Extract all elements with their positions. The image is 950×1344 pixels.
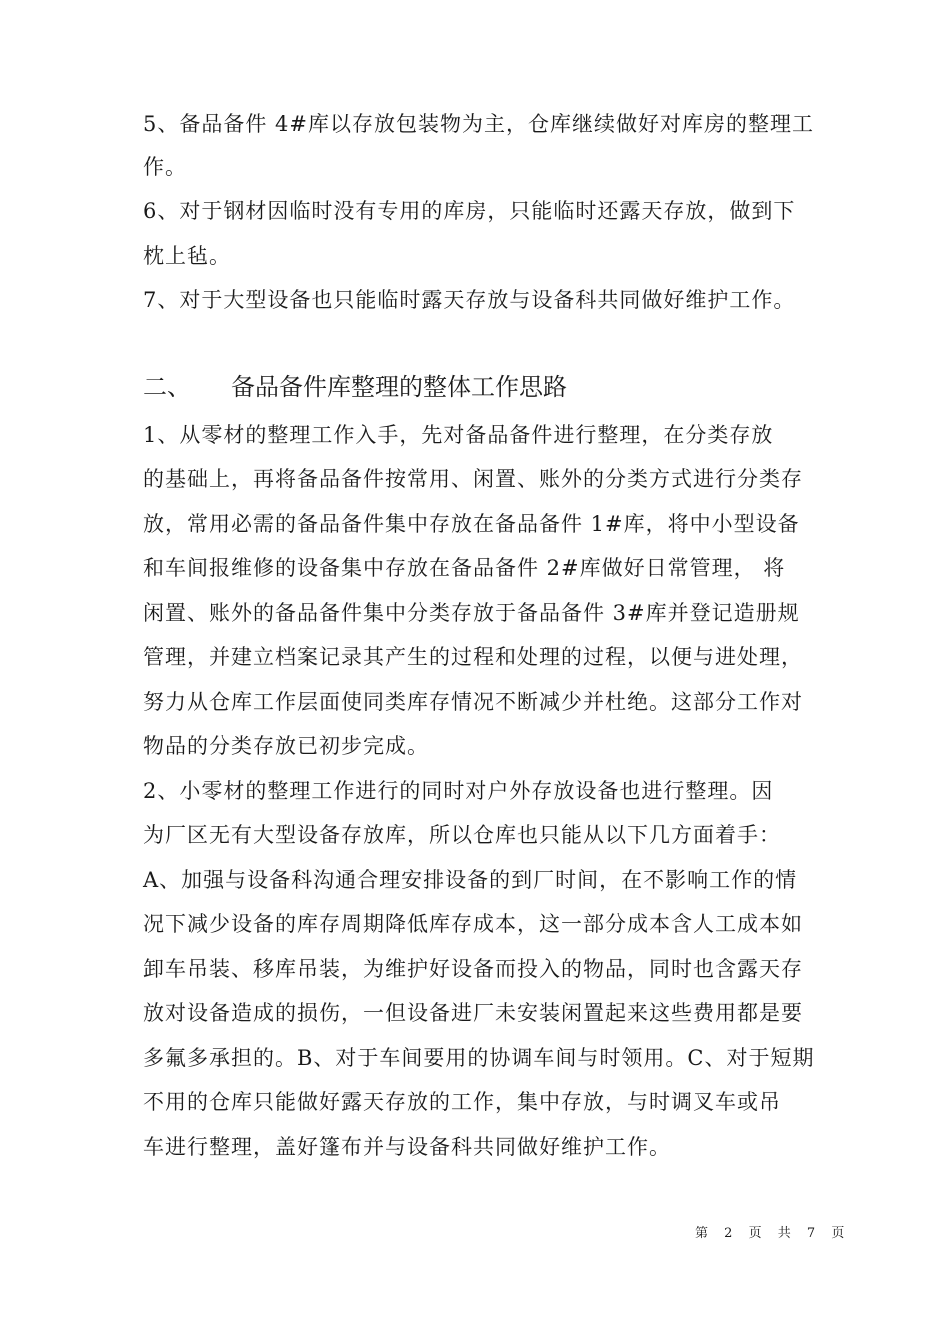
paragraph-line: 多氟多承担的。B、对于车间要用的协调车间与时领用。C、对于短期 [143, 1046, 815, 1070]
current-page-number: 2 [724, 1226, 735, 1241]
paragraph-line: 1、从零材的整理工作入手，先对备品备件进行整理，在分类存放 [143, 423, 774, 447]
footer-gong: 共 [777, 1226, 793, 1241]
paragraph-line: 7、对于大型设备也只能临时露天存放与设备科共同做好维护工作。 [143, 288, 796, 312]
paragraph-line: 况下减少设备的库存周期降低库存成本，这一部分成本含人工成本如 [143, 912, 803, 936]
paragraph-line: 为厂区无有大型设备存放库，所以仓库也只能从以下几方面着手： [143, 823, 781, 847]
paragraph-line: 闲置、账外的备品备件集中分类存放于备品备件 3#库并登记造册规 [143, 601, 800, 625]
paragraph-line: 努力从仓库工作层面使同类库存情况不断减少并杜绝。这部分工作对 [143, 690, 803, 714]
paragraph-line: 放对设备造成的损伤，一但设备进厂未安装闲置起来这些费用都是要 [143, 1001, 803, 1025]
section-number: 二、 [143, 373, 191, 401]
paragraph-line: 作。 [143, 155, 187, 179]
paragraph-line: 的基础上，再将备品备件按常用、闲置、账外的分类方式进行分类存 [143, 467, 803, 491]
paragraph-line: 物品的分类存放已初步完成。 [143, 734, 429, 758]
paragraph-line: 枕上毡。 [143, 244, 231, 268]
paragraph-line: 放，常用必需的备品备件集中存放在备品备件 1#库，将中小型设备 [143, 512, 800, 536]
total-page-count: 7 [806, 1226, 818, 1241]
paragraph-line: 车进行整理，盖好篷布并与设备科共同做好维护工作。 [143, 1135, 671, 1159]
paragraph-line: A、加强与设备科沟通合理安排设备的到厂时间，在不影响工作的情 [143, 868, 798, 892]
paragraph-line: 和车间报维修的设备集中存放在备品备件 2#库做好日常管理， 将 [143, 556, 786, 580]
page-footer [695, 1225, 854, 1243]
footer-ye-end: 页 [831, 1226, 847, 1241]
paragraph-line: 2、小零材的整理工作进行的同时对户外存放设备也进行整理。因 [143, 779, 774, 803]
paragraph-line: 不用的仓库只能做好露天存放的工作，集中存放，与时调叉车或吊 [143, 1090, 781, 1114]
paragraph-line: 6、对于钢材因临时没有专用的库房，只能临时还露天存放，做到下 [143, 199, 796, 223]
footer-di: 第 [695, 1226, 711, 1241]
footer-ye: 页 [748, 1226, 764, 1241]
paragraph-line: 5、备品备件 4#库以存放包装物为主，仓库继续做好对库房的整理工 [143, 112, 814, 136]
paragraph-line: 管理，并建立档案记录其产生的过程和处理的过程，以便与进处理， [143, 645, 803, 669]
section-title: 备品备件库整理的整体工作思路 [231, 373, 567, 401]
section-heading [143, 372, 567, 402]
paragraph-line: 卸车吊装、移库吊装，为维护好设备而投入的物品，同时也含露天存 [143, 957, 803, 981]
